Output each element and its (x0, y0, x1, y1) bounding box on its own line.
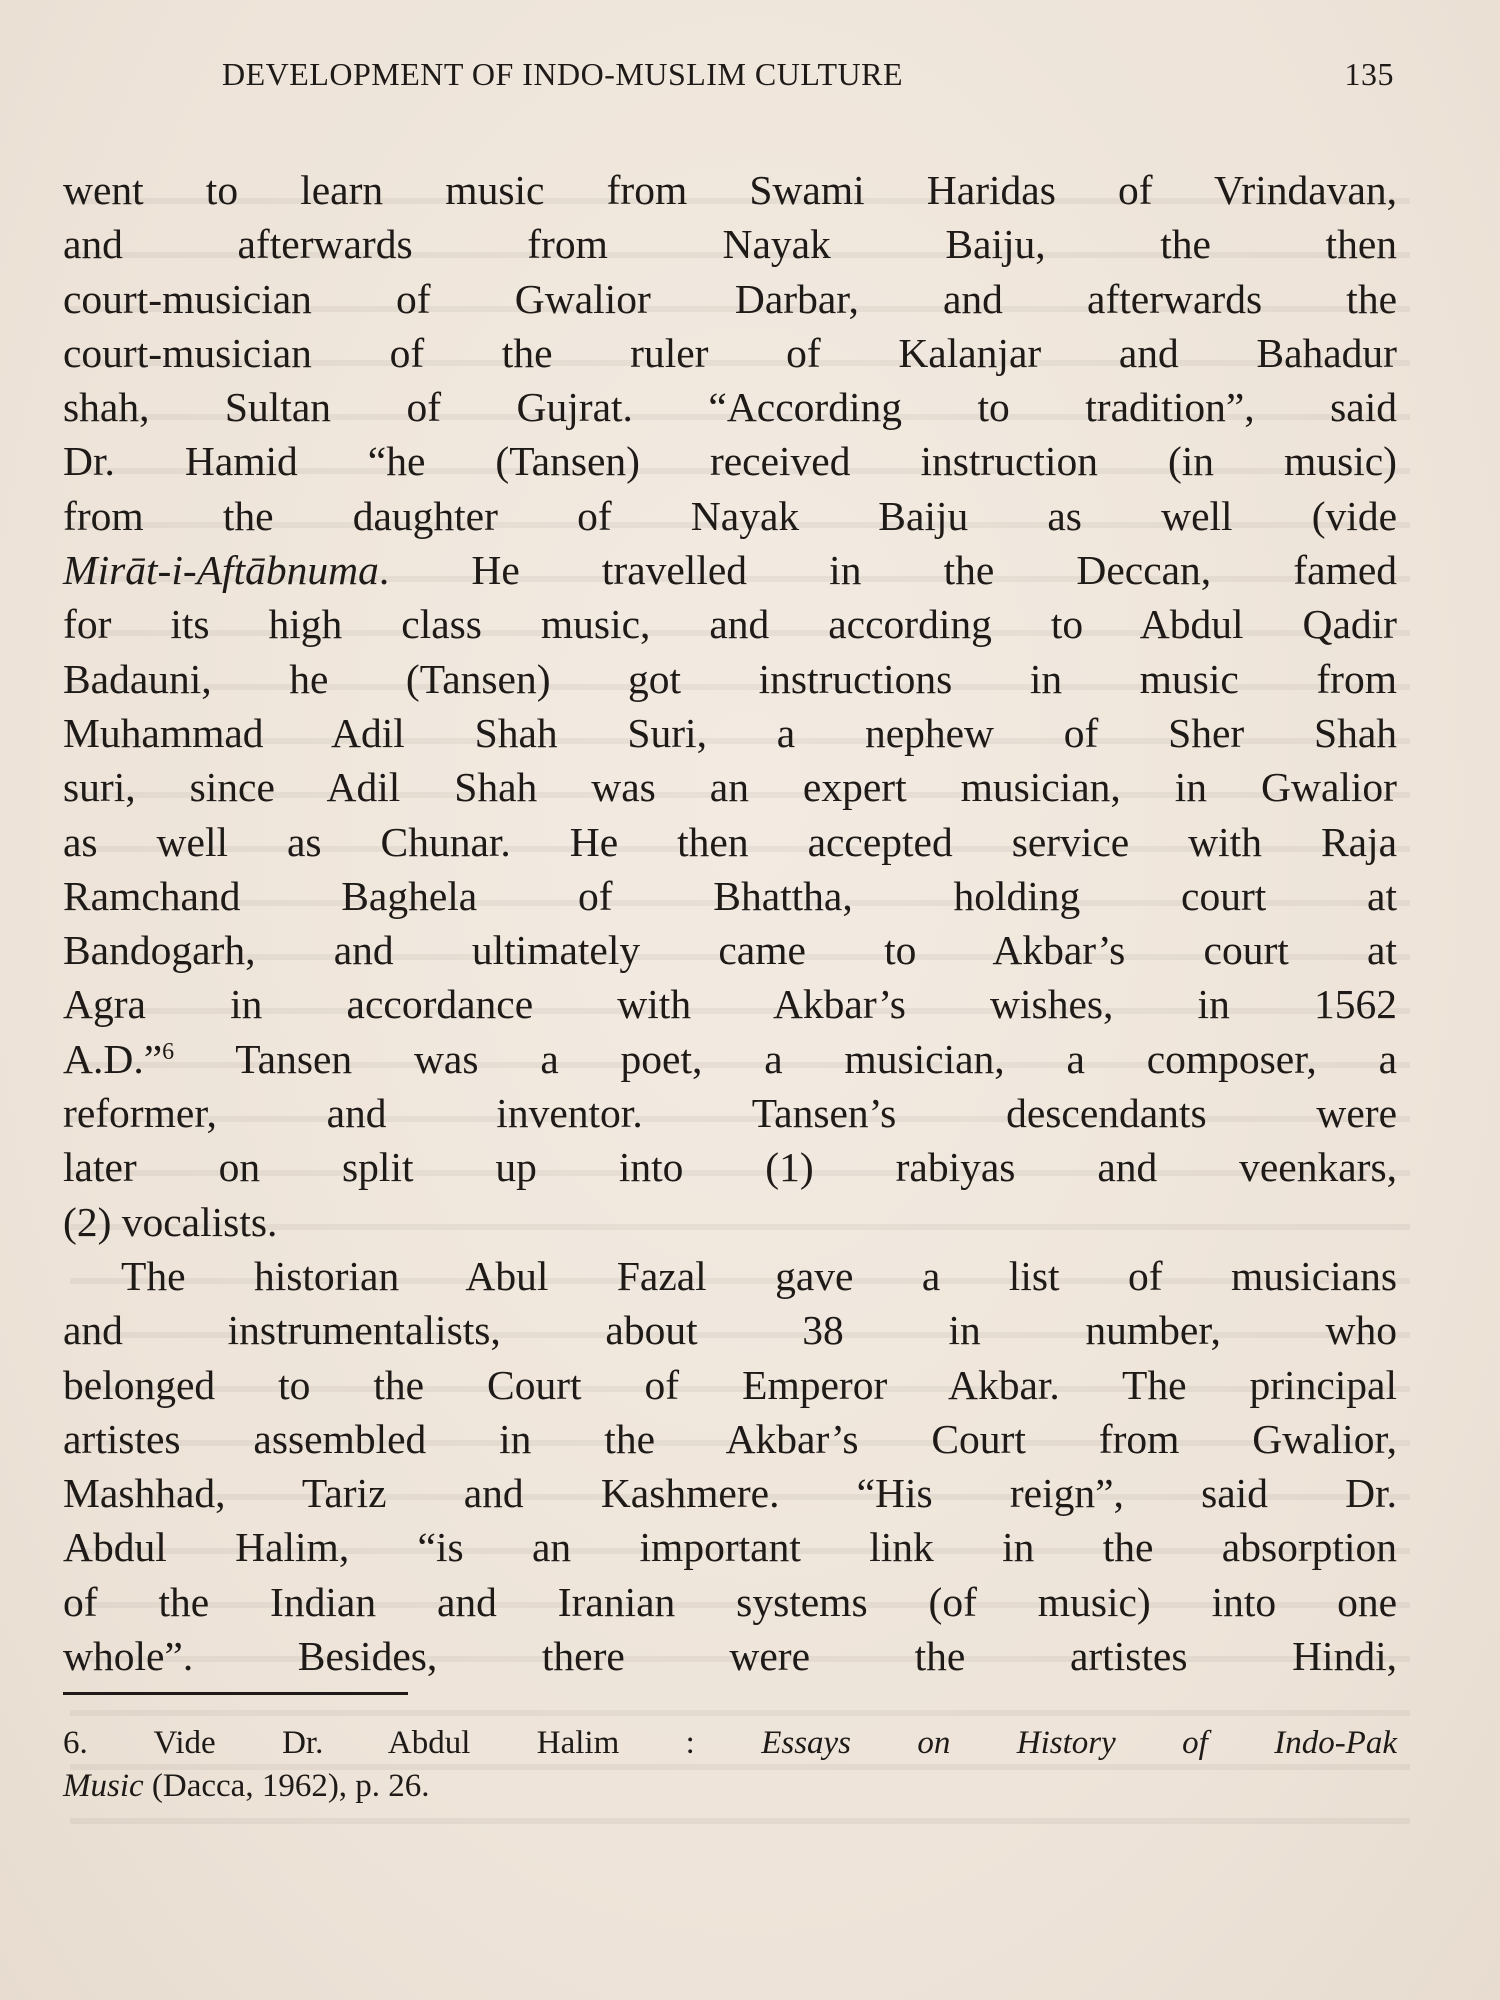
text-line: suri, since Adil Shah was an expert musician, in Gwalior (63, 764, 1397, 811)
text-line: from the daughter of Nayak Baiju as well (vide (63, 492, 1397, 539)
footnote-line (63, 1722, 1397, 1765)
text-line: as well as Chunar. He then accepted service with Raja (63, 818, 1397, 865)
footnote-title: Essays on History of Indo-Pak (761, 1725, 1397, 1761)
text-fragment: A.D.” (63, 1035, 163, 1082)
text-line (63, 543, 1397, 597)
text-line: Badauni, he (Tansen) got instructions in music from (63, 655, 1397, 702)
text-fragment: . He travelled in the Deccan, famed (378, 547, 1397, 594)
text-line: Mashhad, Tariz and Kashmere. “His reign”, said Dr. (63, 1470, 1397, 1517)
text-line: shah, Sultan of Gujrat. “According to tradition”, said (63, 384, 1397, 431)
text-fragment: Tansen was a poet, a musician, a composer, a (174, 1035, 1397, 1082)
text-line: whole”. Besides, there were the artistes Hindi, (63, 1633, 1397, 1680)
text-line: The historian Abul Fazal gave a list of musicians (121, 1252, 1397, 1299)
text-line: (2) vocalists. (63, 1198, 278, 1245)
text-line: Ramchand Baghela of Bhattha, holding court at (63, 872, 1397, 919)
running-head (222, 56, 1394, 96)
footnote-lead: 6. Vide Dr. Abdul Halim : (63, 1725, 762, 1761)
footnote-title-cont: Music (63, 1768, 144, 1804)
text-line: later on split up into (1) rabiyas and veenkars, (63, 1144, 1397, 1191)
text-line: belonged to the Court of Emperor Akbar. The principal (63, 1361, 1397, 1408)
text-line: Abdul Halim, “is an important link in the absorption (63, 1524, 1397, 1571)
text-line: court-musician of Gwalior Darbar, and afterwards the (63, 275, 1397, 322)
footnote-marker: 6 (162, 1038, 175, 1065)
text-line: artistes assembled in the Akbar’s Court from Gwalior, (63, 1415, 1397, 1462)
footnote-tail: (Dacca, 1962), p. 26. (143, 1768, 430, 1804)
text-line: Bandogarh, and ultimately came to Akbar’s court at (63, 927, 1397, 974)
running-title: DEVELOPMENT OF INDO-MUSLIM CULTURE (222, 56, 904, 92)
text-line: for its high class music, and according to Abdul Qadir (63, 601, 1397, 648)
footnote (63, 1722, 1397, 1808)
text-line: went to learn music from Swami Haridas of Vrindavan, (63, 167, 1397, 213)
text-line: Dr. Hamid “he (Tansen) received instruction (in music) (63, 438, 1397, 485)
footnote-line (63, 1765, 1397, 1808)
page-number: 135 (1344, 56, 1394, 92)
text-line: reformer, and inventor. Tansen’s descendants were (63, 1090, 1397, 1137)
body-text (63, 163, 1397, 1683)
text-line: Muhammad Adil Shah Suri, a nephew of Sher Shah (63, 709, 1397, 756)
text-line: and afterwards from Nayak Baiju, the then (63, 221, 1397, 268)
text-line: court-musician of the ruler of Kalanjar and Bahadur (63, 329, 1397, 376)
text-line: of the Indian and Iranian systems (of music) into one (63, 1578, 1397, 1625)
text-line: and instrumentalists, about 38 in number, who (63, 1307, 1397, 1354)
text-line: Agra in accordance with Akbar’s wishes, in 1562 (63, 981, 1397, 1028)
footnote-rule (63, 1692, 408, 1695)
text-line (63, 1032, 1397, 1086)
italic-title: Mirāt-i-Aftābnuma (63, 547, 379, 594)
